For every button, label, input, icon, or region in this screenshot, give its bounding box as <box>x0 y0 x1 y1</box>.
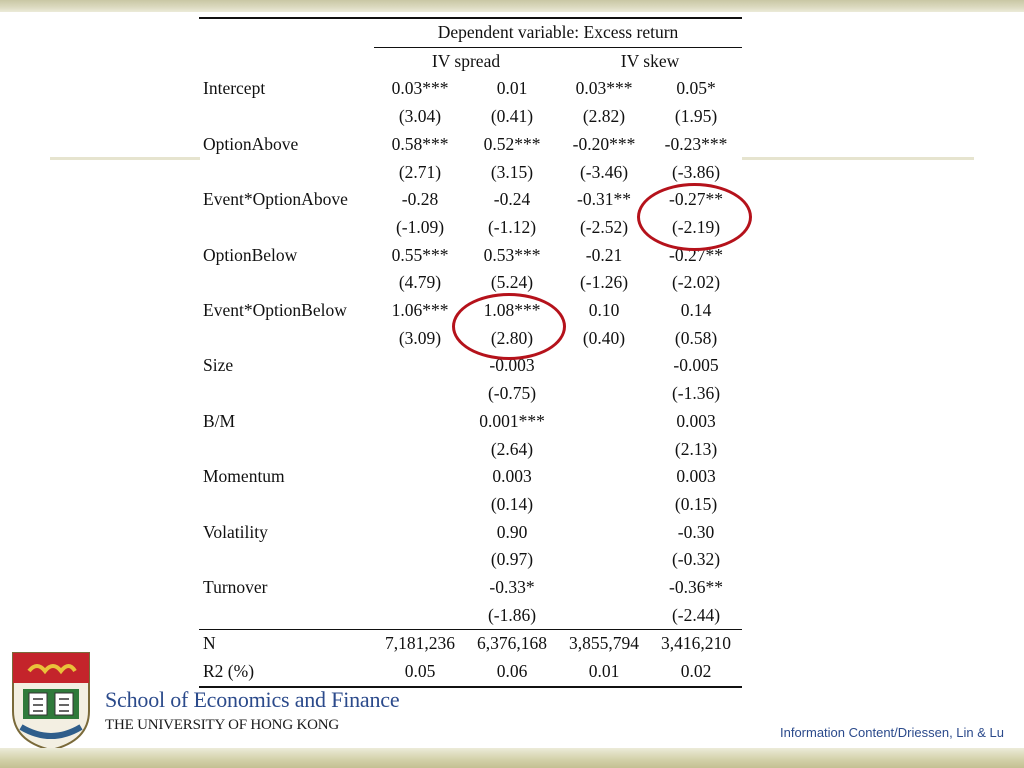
table-cell <box>558 519 650 547</box>
table-cell: 0.58*** <box>391 133 449 154</box>
table-cell: (-1.26) <box>579 272 629 293</box>
row-label <box>199 546 374 574</box>
table-cell <box>374 491 466 519</box>
table-row <box>199 463 742 491</box>
table-cell: -0.21 <box>585 244 623 265</box>
dependent-variable-header: Dependent variable: Excess return <box>374 18 742 47</box>
table-cell: (-1.09) <box>395 216 445 237</box>
table-row <box>199 436 742 464</box>
row-label <box>199 491 374 519</box>
table-cell <box>558 602 650 630</box>
table-cell <box>374 463 466 491</box>
row-label: Size <box>203 355 234 376</box>
table-cell <box>558 380 650 408</box>
table-cell <box>558 463 650 491</box>
university-crest-icon <box>9 649 93 752</box>
table-cell: (2.82) <box>582 106 626 127</box>
row-label <box>199 380 374 408</box>
table-row <box>199 546 742 574</box>
row-label <box>199 269 374 297</box>
table-cell: 1.06*** <box>391 300 449 321</box>
table-cell: (2.71) <box>398 161 442 182</box>
top-decorative-band <box>0 0 1024 12</box>
group-header-row <box>199 47 742 75</box>
table-row <box>199 352 742 380</box>
coefficient-rows <box>199 75 742 630</box>
table-cell: (0.15) <box>674 493 718 514</box>
table-cell: -0.28 <box>401 189 439 210</box>
header-empty-cell <box>199 47 374 75</box>
table-row <box>199 658 742 687</box>
table-row <box>199 186 742 214</box>
table-cell: -0.36** <box>669 577 723 598</box>
row-label: Momentum <box>203 466 285 487</box>
table-row <box>199 630 742 658</box>
table-cell <box>374 602 466 630</box>
row-label: Volatility <box>203 521 268 542</box>
slide-credit: Information Content/Driessen, Lin & Lu <box>779 725 1004 740</box>
table-cell: -0.003 <box>489 355 535 376</box>
table-cell: -0.33* <box>489 577 535 598</box>
table-cell: -0.31** <box>577 189 631 210</box>
table-cell: (-0.75) <box>487 383 537 404</box>
table-cell <box>558 491 650 519</box>
summary-rows <box>199 630 742 687</box>
table-cell: 0.01 <box>558 658 650 687</box>
table-cell: 3,416,210 <box>650 630 742 658</box>
table-row <box>199 380 742 408</box>
table-cell: 1.08*** <box>483 300 541 321</box>
row-label: Event*OptionAbove <box>203 189 348 210</box>
bottom-decorative-band <box>0 748 1024 768</box>
table-cell: (0.41) <box>490 106 534 127</box>
table-cell: (5.24) <box>490 272 534 293</box>
row-label: R2 (%) <box>199 658 374 687</box>
table-cell: (3.04) <box>398 106 442 127</box>
table-row <box>199 242 742 270</box>
header-empty-cell <box>199 18 374 47</box>
table-cell <box>374 574 466 602</box>
row-label <box>199 436 374 464</box>
table-cell: -0.20*** <box>572 133 636 154</box>
decorative-rule-right <box>742 157 974 160</box>
table-cell: 7,181,236 <box>374 630 466 658</box>
row-label: N <box>199 630 374 658</box>
table-cell: -0.27** <box>669 189 723 210</box>
table-cell: 0.003 <box>676 410 716 431</box>
table-cell: (2.13) <box>674 438 718 459</box>
table-row <box>199 408 742 436</box>
table-cell: (3.09) <box>398 327 442 348</box>
table-cell: (1.95) <box>674 106 718 127</box>
row-label: Intercept <box>203 78 266 99</box>
row-label: B/M <box>203 410 236 431</box>
table-cell: 0.02 <box>650 658 742 687</box>
row-label: Event*OptionBelow <box>203 300 347 321</box>
regression-table <box>199 17 742 688</box>
group-header-iv-skew: IV skew <box>620 50 680 71</box>
table-cell: 0.003 <box>676 466 716 487</box>
table-cell: (-2.52) <box>579 216 629 237</box>
table-cell <box>374 546 466 574</box>
table-cell: 0.53*** <box>483 244 541 265</box>
table-cell: 0.05* <box>676 78 716 99</box>
row-label <box>199 103 374 131</box>
table-row <box>199 269 742 297</box>
table-cell <box>374 380 466 408</box>
table-row <box>199 491 742 519</box>
dependent-variable-row <box>199 18 742 47</box>
university-name: THE UNIVERSITY OF HONG KONG <box>105 717 340 733</box>
table-cell: 0.01 <box>496 78 528 99</box>
table-cell: (-2.44) <box>671 604 721 625</box>
table-row <box>199 159 742 187</box>
row-label: OptionBelow <box>203 244 298 265</box>
table-row <box>199 325 742 353</box>
table-cell: (0.58) <box>674 327 718 348</box>
table-row <box>199 75 742 103</box>
table-cell: 0.55*** <box>391 244 449 265</box>
table-row <box>199 519 742 547</box>
table-cell: (-0.32) <box>671 549 721 570</box>
table-cell: (0.14) <box>490 493 534 514</box>
row-label <box>199 325 374 353</box>
table-cell: (-3.86) <box>671 161 721 182</box>
table-cell <box>374 408 466 436</box>
table-row <box>199 602 742 630</box>
table-cell: -0.30 <box>677 521 715 542</box>
table-cell <box>374 436 466 464</box>
table-row <box>199 574 742 602</box>
table-cell <box>374 352 466 380</box>
table-cell: -0.27** <box>669 244 723 265</box>
table-cell: 0.001*** <box>479 410 545 431</box>
row-label: Turnover <box>203 577 268 598</box>
group-header-iv-spread: IV spread <box>431 50 501 71</box>
table-cell: 0.14 <box>680 300 712 321</box>
table-cell: (2.80) <box>490 327 534 348</box>
table-cell: (-3.46) <box>579 161 629 182</box>
row-label <box>199 214 374 242</box>
table-cell: (4.79) <box>398 272 442 293</box>
table-cell: (-1.86) <box>487 604 537 625</box>
table-row <box>199 214 742 242</box>
school-name: School of Economics and Finance <box>105 687 400 712</box>
table-cell: 0.05 <box>374 658 466 687</box>
table-cell <box>374 519 466 547</box>
table-cell: -0.005 <box>673 355 719 376</box>
table-cell: (-1.12) <box>487 216 537 237</box>
table-cell: -0.23*** <box>664 133 728 154</box>
row-label <box>199 159 374 187</box>
table-cell: (3.15) <box>490 161 534 182</box>
table-cell: 0.52*** <box>483 133 541 154</box>
table-cell: -0.24 <box>493 189 531 210</box>
table-cell: 0.03*** <box>575 78 633 99</box>
table-cell: 6,376,168 <box>466 630 558 658</box>
table-cell: (2.64) <box>490 438 534 459</box>
table-cell: 0.06 <box>466 658 558 687</box>
table-cell: 0.003 <box>492 466 532 487</box>
table-cell: (0.40) <box>582 327 626 348</box>
table-row <box>199 297 742 325</box>
row-label <box>199 602 374 630</box>
table-cell <box>558 546 650 574</box>
table-cell <box>558 574 650 602</box>
table-cell <box>558 352 650 380</box>
table-cell: (-2.19) <box>671 216 721 237</box>
table-cell: 0.10 <box>588 300 620 321</box>
table-cell <box>558 436 650 464</box>
table-row <box>199 131 742 159</box>
table-row <box>199 103 742 131</box>
table-cell: 0.03*** <box>391 78 449 99</box>
table-cell: (-2.02) <box>671 272 721 293</box>
row-label: OptionAbove <box>203 133 299 154</box>
decorative-rule-left <box>50 157 200 160</box>
table-cell: 0.90 <box>496 521 528 542</box>
table-cell: 3,855,794 <box>558 630 650 658</box>
table-cell: (0.97) <box>490 549 534 570</box>
table-cell <box>558 408 650 436</box>
table-cell: (-1.36) <box>671 383 721 404</box>
